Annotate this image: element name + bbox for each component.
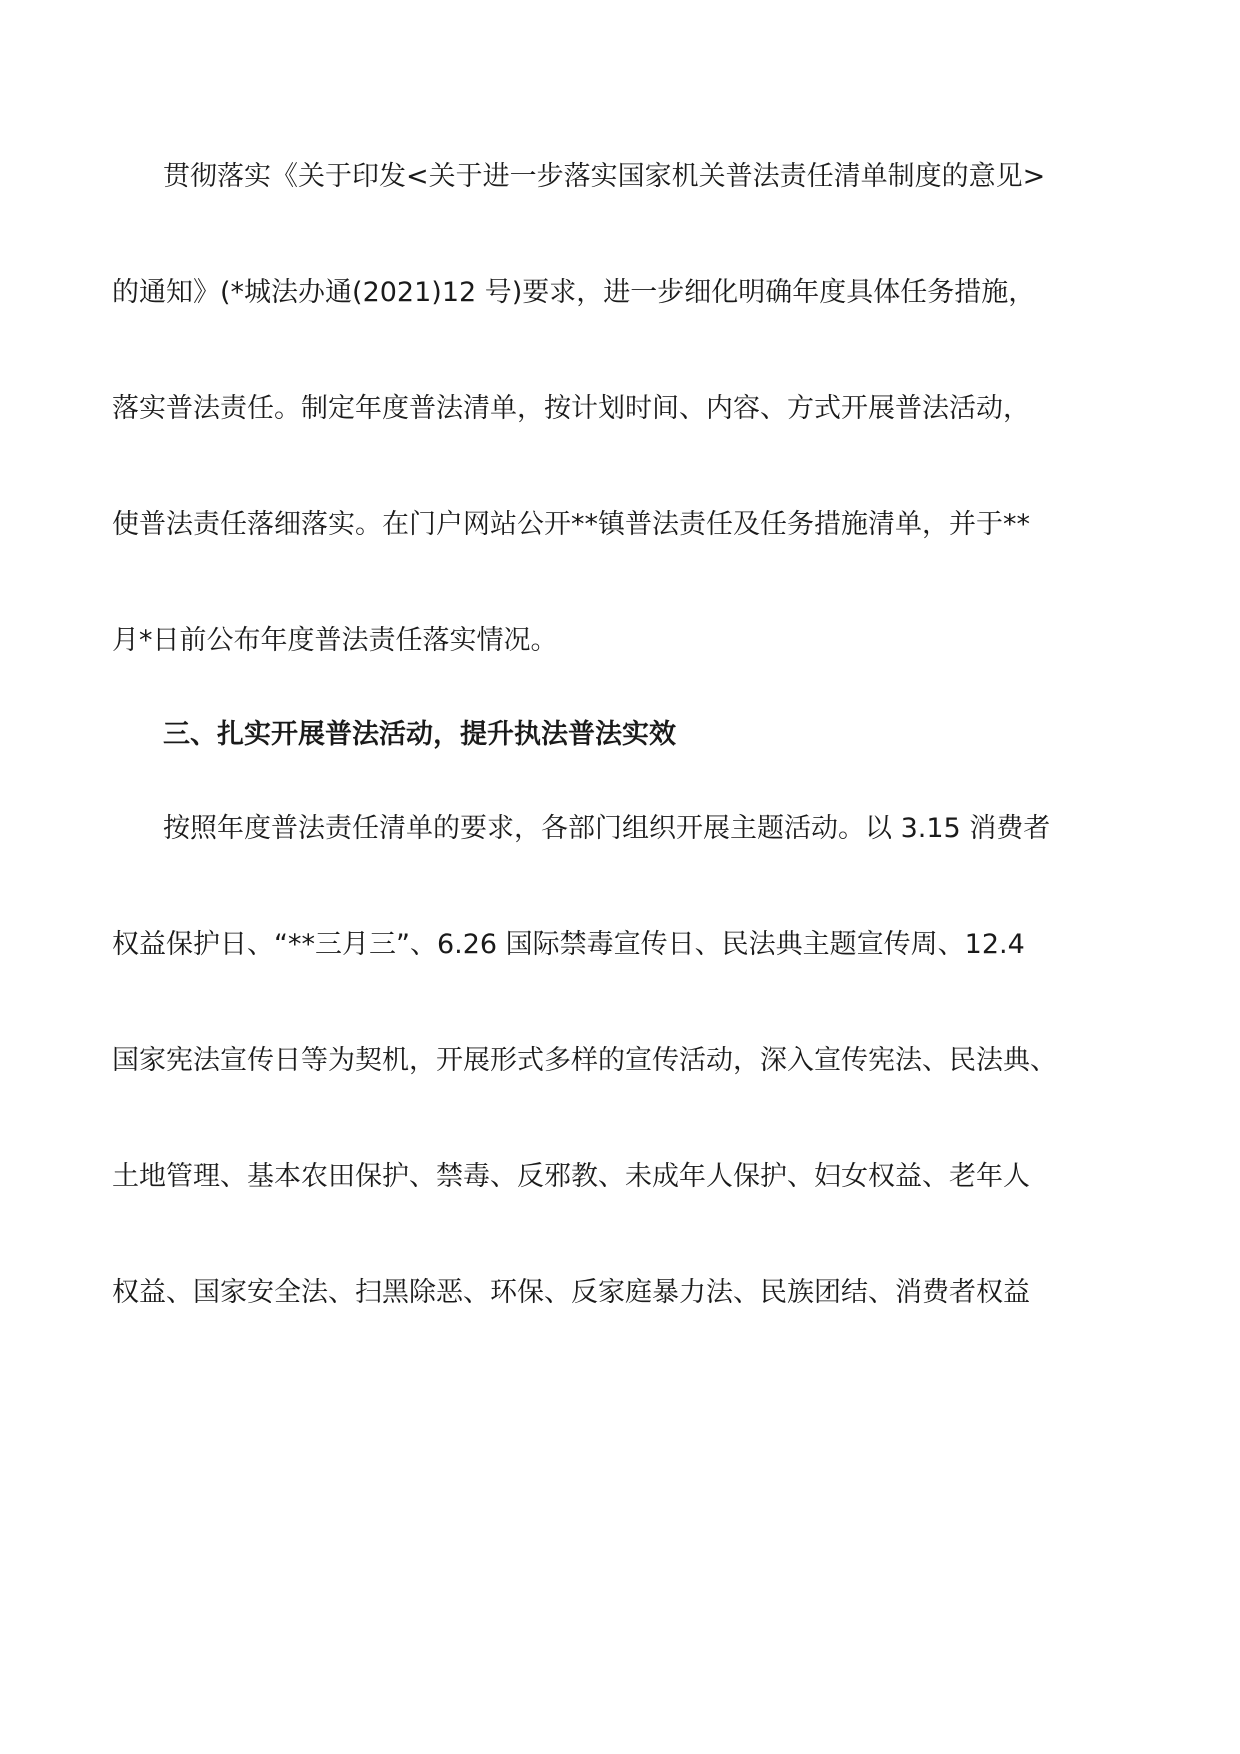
paragraph-2-line-1: 按照年度普法责任清单的要求，各部门组织开展主题活动。以 3.15 消费者 bbox=[163, 813, 1051, 844]
paragraph-2-line-4: 土地管理、基本农田保护、禁毒、反邪教、未成年人保护、妇女权益、老年人 bbox=[112, 1161, 1030, 1192]
paragraph-1-line-3: 落实普法责任。制定年度普法清单，按计划时间、内容、方式开展普法活动， bbox=[112, 393, 1030, 424]
section-heading: 三、扎实开展普法活动，提升执法普法实效 bbox=[163, 719, 676, 750]
paragraph-1-line-2: 的通知》(*城法办通(2021)12 号)要求，进一步细化明确年度具体任务措施， bbox=[112, 277, 1036, 308]
paragraph-1-line-4: 使普法责任落细落实。在门户网站公开**镇普法责任及任务措施清单，并于** bbox=[112, 509, 1030, 540]
paragraph-1-line-5: 月*日前公布年度普法责任落实情况。 bbox=[112, 625, 558, 656]
paragraph-2-line-2: 权益保护日、“**三月三”、6.26 国际禁毒宣传日、民法典主题宣传周、12.4 bbox=[112, 929, 1025, 960]
paragraph-2-line-5: 权益、国家安全法、扫黑除恶、环保、反家庭暴力法、民族团结、消费者权益 bbox=[112, 1277, 1030, 1308]
paragraph-2-line-3: 国家宪法宣传日等为契机，开展形式多样的宣传活动，深入宣传宪法、民法典、 bbox=[112, 1045, 1057, 1076]
paragraph-1-line-1: 贯彻落实《关于印发<关于进一步落实国家机关普法责任清单制度的意见> bbox=[163, 161, 1046, 192]
